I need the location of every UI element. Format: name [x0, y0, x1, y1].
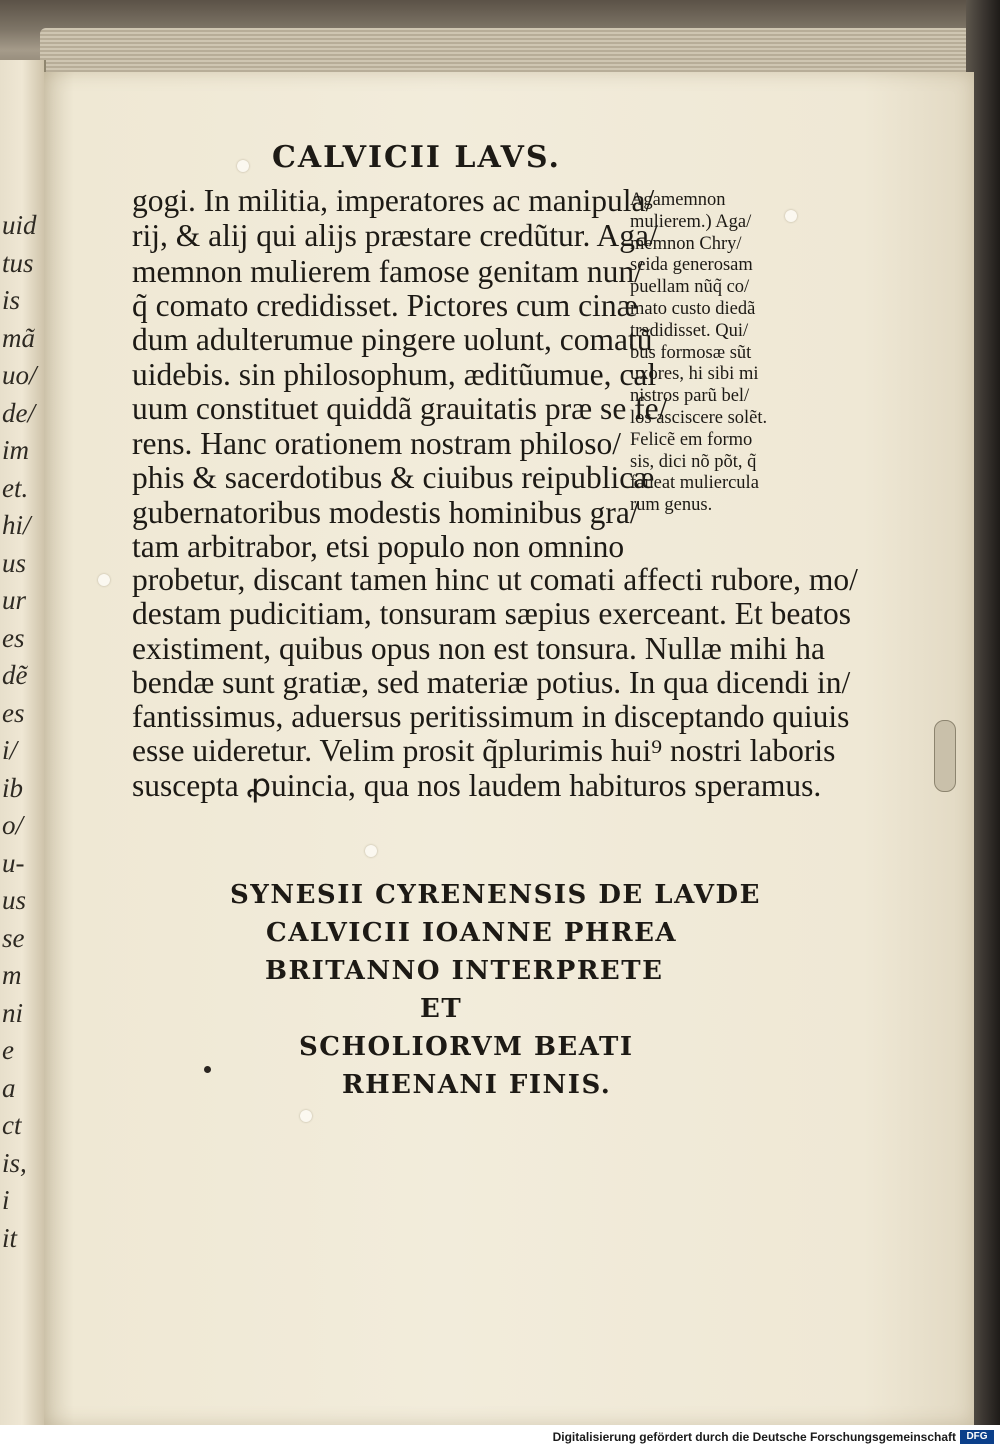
text-line: gubernatoribus modestis hominibus gra/ [132, 495, 639, 530]
text-line: memnon mulierem famose genitam nun/ [132, 254, 643, 289]
text-line: uidebis. sin philosophum, æditũumue, cal [132, 357, 657, 392]
gloss-line: bus formosæ sũt [630, 342, 752, 363]
text-line: destam pudicitiam, tonsuram sæpius exerceant. Et beatos [132, 596, 852, 631]
gloss-line: Felicẽ em formo [630, 429, 753, 450]
gloss-line: mato custo diedã [630, 299, 756, 319]
dfg-logo: DFG [960, 1430, 994, 1444]
page-clip [934, 720, 956, 792]
text-line: fantissimus, aduersus peritissimum in disceptando quiuis [132, 699, 850, 734]
text-line: dum adulterumue pingere uolunt, comatũ [132, 322, 653, 357]
text-line: bendæ sunt gratiæ, sed materiæ potius. In qua dicendi in/ [132, 665, 851, 700]
text-line: tam arbitrabor, etsi populo non omnino [132, 529, 625, 564]
gloss-line: sis, dici nõ põt, q̃ [630, 451, 757, 472]
colophon-line: SCHOLIORVM BEATI [299, 1032, 634, 1062]
paper-hole [300, 1110, 312, 1122]
paper-hole [98, 574, 110, 586]
text-line: phis & sacerdotibus & ciuibus reipublicæ [132, 460, 655, 495]
gloss-line: memnon Chry/ [630, 233, 742, 254]
ink-spot [204, 1066, 211, 1073]
text-line: esse uideretur. Velim prosit q̃plurimis hui⁹ nostri laboris [132, 733, 836, 768]
colophon-line: RHENANI FINIS. [342, 1070, 612, 1100]
paper-hole [785, 210, 797, 222]
gloss-line: Agamemnon [630, 190, 726, 210]
gloss-line: los asciscere solẽt. [630, 408, 768, 428]
colophon-line: ET [420, 994, 463, 1024]
left-page-margin: uid tus is mã uo/ de/ im et. hi/ us ur es dẽ es i/ ib o/ u- us se m ni e a ct is, i it [0, 60, 46, 1425]
gloss-line: rum genus. [630, 495, 713, 516]
text-line: uum constituet quiddã grauitatis præ se fe/ [132, 391, 668, 426]
paper-hole [365, 845, 377, 857]
gloss-line: seida generosam [630, 255, 753, 276]
text-line: rens. Hanc orationem nostram philoso/ [132, 426, 622, 461]
colophon-line: BRITANNO INTERPRETE [265, 956, 664, 986]
colophon-line: CALVICII IOANNE PHREA [266, 918, 678, 948]
gloss-line: nistros parũ bel/ [630, 386, 750, 407]
gloss-line: mulierem.) Aga/ [630, 211, 752, 232]
paper-hole [237, 160, 249, 172]
digitization-footer [0, 1425, 1000, 1450]
gloss-line: tradidisset. Qui/ [630, 320, 749, 341]
gloss-line: puellam nũq̃ co/ [630, 277, 750, 298]
text-line: rij, & alij qui alijs præstare credũtur. Aga/ [132, 218, 658, 253]
text-line: suscepta ꝓuincia, qua nos laudem habituros speramus. [132, 768, 822, 803]
text-line: probetur, discant tamen hinc ut comati affecti rubore, mo/ [132, 562, 858, 597]
funding-notice: Digitalisierung gefördert durch die Deutsche Forschungsgemeinschaft [552, 1430, 956, 1444]
gloss-line: faueat muliercula [630, 473, 759, 494]
gloss-line: uxores, hi sibi mi [630, 364, 759, 385]
text-line: gogi. In militia, imperatores ac manipula/ [132, 183, 655, 218]
running-title: CALVICII LAVS. [272, 140, 561, 175]
colophon-line: SYNESII CYRENENSIS DE LAVDE [230, 880, 761, 910]
text-line: q̃ comato credidisset. Pictores cum cinæ [132, 288, 638, 323]
text-line: existiment, quibus opus non est tonsura. Nullæ mihi ha [132, 631, 825, 666]
